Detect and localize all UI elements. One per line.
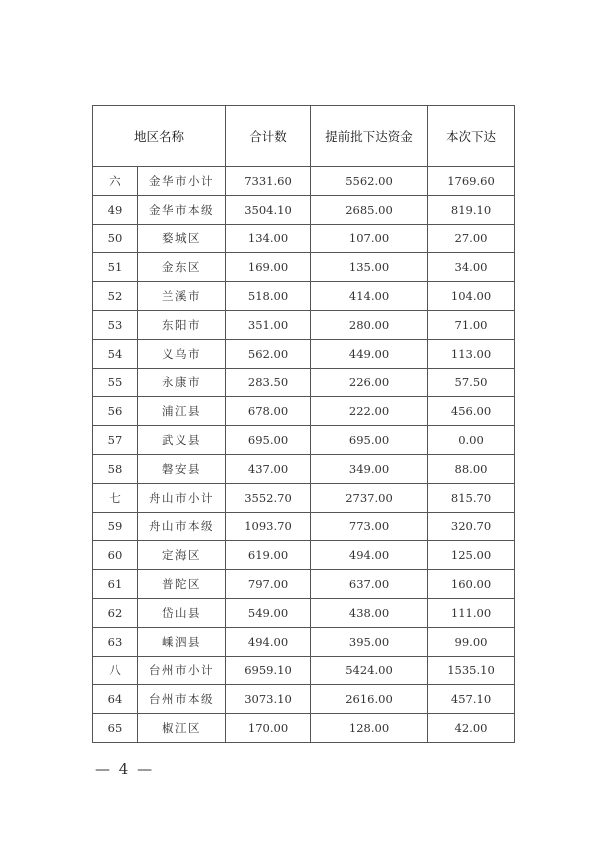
table-row [93,541,515,570]
row-index: 八 [93,656,138,685]
row-index: 49 [93,195,138,224]
advance-value: 773.00 [311,512,428,541]
region-name: 台州市本级 [138,685,226,714]
row-index: 65 [93,714,138,743]
table-row [93,167,515,196]
region-name: 浦江县 [138,397,226,426]
current-value: 34.00 [428,253,515,282]
current-value: 71.00 [428,310,515,339]
row-index: 60 [93,541,138,570]
current-value: 57.50 [428,368,515,397]
total-value: 678.00 [226,397,311,426]
table-row [93,483,515,512]
row-index: 七 [93,483,138,512]
advance-value: 395.00 [311,627,428,656]
total-value: 797.00 [226,570,311,599]
advance-value: 5424.00 [311,656,428,685]
advance-value: 2616.00 [311,685,428,714]
total-value: 549.00 [226,598,311,627]
advance-value: 449.00 [311,339,428,368]
table-row [93,310,515,339]
table-row [93,685,515,714]
table-row [93,598,515,627]
advance-value: 414.00 [311,282,428,311]
current-value: 27.00 [428,224,515,253]
row-index: 六 [93,167,138,196]
total-value: 619.00 [226,541,311,570]
table-row [93,512,515,541]
table-row [93,656,515,685]
current-value: 819.10 [428,195,515,224]
row-index: 53 [93,310,138,339]
table-header-row [93,106,515,167]
region-name: 武义县 [138,426,226,455]
region-name: 金华市小计 [138,167,226,196]
total-value: 695.00 [226,426,311,455]
row-index: 62 [93,598,138,627]
advance-value: 5562.00 [311,167,428,196]
total-value: 437.00 [226,454,311,483]
advance-value: 107.00 [311,224,428,253]
region-name: 兰溪市 [138,282,226,311]
table-row [93,253,515,282]
region-name: 磐安县 [138,454,226,483]
total-value: 3504.10 [226,195,311,224]
table-row [93,368,515,397]
header-total: 合计数 [226,106,311,167]
region-name: 椒江区 [138,714,226,743]
total-value: 3552.70 [226,483,311,512]
total-value: 170.00 [226,714,311,743]
advance-value: 128.00 [311,714,428,743]
advance-value: 349.00 [311,454,428,483]
region-name: 金华市本级 [138,195,226,224]
advance-value: 135.00 [311,253,428,282]
funds-allocation-table [92,105,515,743]
advance-value: 438.00 [311,598,428,627]
table-row [93,714,515,743]
advance-value: 226.00 [311,368,428,397]
table-row [93,282,515,311]
total-value: 7331.60 [226,167,311,196]
total-value: 283.50 [226,368,311,397]
region-name: 定海区 [138,541,226,570]
row-index: 50 [93,224,138,253]
row-index: 64 [93,685,138,714]
current-value: 320.70 [428,512,515,541]
region-name: 舟山市小计 [138,483,226,512]
table-row [93,454,515,483]
total-value: 134.00 [226,224,311,253]
current-value: 1769.60 [428,167,515,196]
current-value: 160.00 [428,570,515,599]
region-name: 永康市 [138,368,226,397]
current-value: 104.00 [428,282,515,311]
row-index: 52 [93,282,138,311]
region-name: 舟山市本级 [138,512,226,541]
total-value: 6959.10 [226,656,311,685]
region-name: 嵊泗县 [138,627,226,656]
current-value: 88.00 [428,454,515,483]
current-value: 111.00 [428,598,515,627]
header-region-name: 地区名称 [93,106,226,167]
current-value: 457.10 [428,685,515,714]
advance-value: 637.00 [311,570,428,599]
row-index: 61 [93,570,138,599]
header-advance-funds: 提前批下达资金 [311,106,428,167]
total-value: 169.00 [226,253,311,282]
row-index: 51 [93,253,138,282]
table-row [93,224,515,253]
current-value: 1535.10 [428,656,515,685]
table-row [93,426,515,455]
header-current-allocation: 本次下达 [428,106,515,167]
total-value: 518.00 [226,282,311,311]
table-row [93,627,515,656]
region-name: 金东区 [138,253,226,282]
current-value: 815.70 [428,483,515,512]
page-number: — 4 — [95,760,155,778]
advance-value: 2737.00 [311,483,428,512]
current-value: 456.00 [428,397,515,426]
row-index: 55 [93,368,138,397]
region-name: 台州市小计 [138,656,226,685]
region-name: 义乌市 [138,339,226,368]
row-index: 56 [93,397,138,426]
current-value: 0.00 [428,426,515,455]
advance-value: 695.00 [311,426,428,455]
total-value: 3073.10 [226,685,311,714]
current-value: 42.00 [428,714,515,743]
total-value: 562.00 [226,339,311,368]
row-index: 63 [93,627,138,656]
total-value: 1093.70 [226,512,311,541]
table-row [93,195,515,224]
total-value: 351.00 [226,310,311,339]
region-name: 普陀区 [138,570,226,599]
advance-value: 280.00 [311,310,428,339]
table-row [93,397,515,426]
table-row [93,339,515,368]
current-value: 125.00 [428,541,515,570]
current-value: 113.00 [428,339,515,368]
advance-value: 494.00 [311,541,428,570]
table-body [93,167,515,743]
total-value: 494.00 [226,627,311,656]
advance-value: 2685.00 [311,195,428,224]
region-name: 岱山县 [138,598,226,627]
row-index: 59 [93,512,138,541]
row-index: 58 [93,454,138,483]
region-name: 婺城区 [138,224,226,253]
region-name: 东阳市 [138,310,226,339]
row-index: 57 [93,426,138,455]
table-row [93,570,515,599]
advance-value: 222.00 [311,397,428,426]
current-value: 99.00 [428,627,515,656]
row-index: 54 [93,339,138,368]
